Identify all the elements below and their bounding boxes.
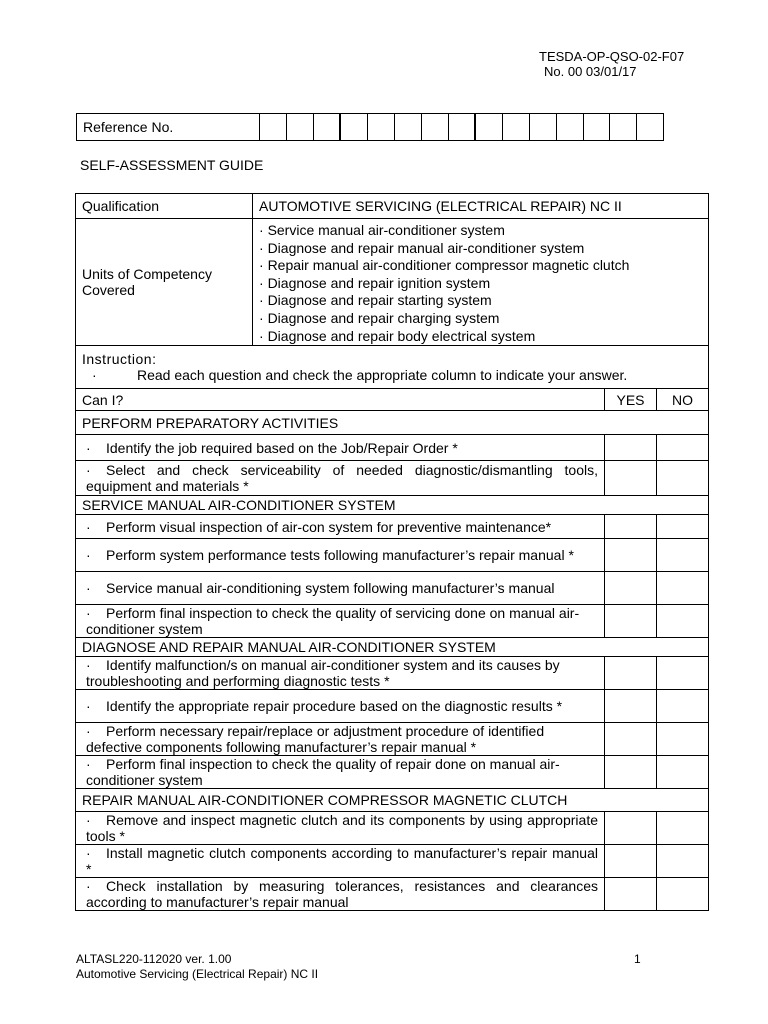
table-row: · Perform visual inspection of air-con system for preventive maintenance* bbox=[76, 515, 709, 539]
table-row: · Identify the job required based on the Job/Repair Order * bbox=[76, 435, 709, 461]
no-checkbox[interactable] bbox=[657, 515, 709, 539]
unit-item: · Diagnose and repair starting system bbox=[259, 292, 702, 310]
reference-box[interactable] bbox=[340, 114, 367, 141]
table-row: · Service manual air-conditioning system following manufacturer’s manual bbox=[76, 572, 709, 605]
yes-checkbox[interactable] bbox=[605, 461, 657, 496]
table-row: · Identify the appropriate repair procedure based on the diagnostic results * bbox=[76, 690, 709, 723]
question-text: Identify the job required based on the Job/Repair Order * bbox=[106, 439, 458, 456]
no-checkbox[interactable] bbox=[657, 572, 709, 605]
yes-checkbox[interactable] bbox=[605, 878, 657, 911]
unit-item: · Diagnose and repair ignition system bbox=[259, 275, 702, 293]
form-code-number: TESDA-OP-QSO-02-F07 bbox=[539, 49, 685, 64]
yes-checkbox[interactable] bbox=[605, 845, 657, 878]
yes-checkbox[interactable] bbox=[605, 756, 657, 789]
self-assessment-table bbox=[75, 193, 709, 911]
no-checkbox[interactable] bbox=[657, 435, 709, 461]
table-row: · Perform necessary repair/replace or adjustment procedure of identified defective components following manufacturer’s repair manual * bbox=[76, 723, 709, 756]
question-text: Service manual air-conditioning system following manufacturer’s manual bbox=[106, 580, 555, 597]
question-text: Select and check serviceability of needed diagnostic/dismantling tools, equipment and materials * bbox=[86, 462, 598, 495]
no-checkbox[interactable] bbox=[657, 539, 709, 572]
table-row: · Perform final inspection to check the quality of repair done on manual air-conditioner system bbox=[76, 756, 709, 789]
form-code bbox=[539, 49, 684, 79]
qualification-value: AUTOMOTIVE SERVICING (ELECTRICAL REPAIR) NC II bbox=[253, 194, 709, 219]
units-label: Units of Competency Covered bbox=[76, 219, 253, 346]
section-header: DIAGNOSE AND REPAIR MANUAL AIR-CONDITIONER SYSTEM bbox=[76, 638, 709, 657]
yes-checkbox[interactable] bbox=[605, 723, 657, 756]
reference-number-table bbox=[76, 113, 664, 141]
footer bbox=[76, 952, 656, 982]
form-revision: No. 00 03/01/17 bbox=[544, 64, 637, 79]
qualification-label: Qualification bbox=[76, 194, 253, 219]
no-checkbox[interactable] bbox=[657, 723, 709, 756]
instruction-text: Read each question and check the appropriate column to indicate your answer. bbox=[137, 367, 628, 384]
section-header: REPAIR MANUAL AIR-CONDITIONER COMPRESSOR MAGNETIC CLUTCH bbox=[76, 789, 709, 812]
reference-box[interactable] bbox=[556, 114, 583, 141]
no-checkbox[interactable] bbox=[657, 690, 709, 723]
yes-checkbox[interactable] bbox=[605, 690, 657, 723]
yes-checkbox[interactable] bbox=[605, 657, 657, 690]
section-header: PERFORM PREPARATORY ACTIVITIES bbox=[76, 411, 709, 435]
reference-box[interactable] bbox=[313, 114, 340, 141]
reference-box[interactable] bbox=[368, 114, 395, 141]
no-header: NO bbox=[657, 389, 709, 411]
question-text: Perform visual inspection of air-con system for preventive maintenance* bbox=[106, 518, 552, 535]
no-checkbox[interactable] bbox=[657, 878, 709, 911]
instruction-row bbox=[76, 346, 709, 389]
units-row bbox=[76, 219, 709, 346]
table-row: · Perform system performance tests following manufacturer’s repair manual * bbox=[76, 539, 709, 572]
reference-box[interactable] bbox=[448, 114, 475, 141]
bullet: · bbox=[92, 367, 97, 384]
yes-checkbox[interactable] bbox=[605, 572, 657, 605]
section-header: SERVICE MANUAL AIR-CONDITIONER SYSTEM bbox=[76, 496, 709, 515]
table-row: · Install magnetic clutch components according to manufacturer’s repair manual * bbox=[76, 845, 709, 878]
yes-header: YES bbox=[605, 389, 657, 411]
table-row: · Check installation by measuring tolerances, resistances and clearances according to manufacturer’s repair manual bbox=[76, 878, 709, 911]
no-checkbox[interactable] bbox=[657, 845, 709, 878]
reference-box[interactable] bbox=[583, 114, 610, 141]
question-text: Identify the appropriate repair procedure based on the diagnostic results * bbox=[106, 698, 563, 715]
unit-item: · Repair manual air-conditioner compressor magnetic clutch bbox=[259, 257, 702, 275]
reference-label: Reference No. bbox=[77, 114, 260, 141]
reference-box[interactable] bbox=[475, 114, 502, 141]
question-text: Perform necessary repair/replace or adjustment procedure of identified defective components following manufacturer’s repair manual * bbox=[86, 723, 545, 756]
no-checkbox[interactable] bbox=[657, 812, 709, 845]
footer-qualification: Automotive Servicing (Electrical Repair) NC II bbox=[76, 967, 319, 981]
yes-checkbox[interactable] bbox=[605, 605, 657, 638]
unit-item: · Service manual air-conditioner system bbox=[259, 222, 702, 240]
footer-code: ALTASL220-112020 ver. 1.00 bbox=[76, 952, 232, 966]
reference-box[interactable] bbox=[610, 114, 637, 141]
instruction-label: Instruction: bbox=[82, 351, 157, 368]
question-text: Perform system performance tests following manufacturer’s repair manual * bbox=[106, 547, 574, 564]
yes-checkbox[interactable] bbox=[605, 435, 657, 461]
no-checkbox[interactable] bbox=[657, 605, 709, 638]
units-list bbox=[259, 222, 702, 345]
question-text: Check installation by measuring tolerances, resistances and clearances according to manufacturer’s repair manual bbox=[86, 878, 598, 911]
guide-title: SELF-ASSESSMENT GUIDE bbox=[80, 157, 264, 173]
reference-box[interactable] bbox=[503, 114, 530, 141]
reference-box[interactable] bbox=[529, 114, 556, 141]
unit-item: · Diagnose and repair body electrical system bbox=[259, 328, 702, 346]
table-row: · Remove and inspect magnetic clutch and its components by using appropriate tools * bbox=[76, 812, 709, 845]
page-number: 1 bbox=[634, 952, 641, 966]
reference-box[interactable] bbox=[421, 114, 448, 141]
table-row: · Perform final inspection to check the quality of servicing done on manual air-conditioner system bbox=[76, 605, 709, 638]
reference-box[interactable] bbox=[286, 114, 313, 141]
yes-checkbox[interactable] bbox=[605, 539, 657, 572]
question-text: Install magnetic clutch components according to manufacturer’s repair manual * bbox=[86, 845, 598, 878]
can-i-header: Can I? bbox=[76, 389, 605, 411]
question-text: Perform final inspection to check the quality of repair done on manual air-conditioner system bbox=[86, 756, 560, 789]
unit-item: · Diagnose and repair manual air-conditioner system bbox=[259, 240, 702, 258]
no-checkbox[interactable] bbox=[657, 657, 709, 690]
reference-box[interactable] bbox=[637, 114, 664, 141]
qualification-row bbox=[76, 194, 709, 219]
table-row: · Select and check serviceability of needed diagnostic/dismantling tools, equipment and materials * bbox=[76, 461, 709, 496]
question-text: Remove and inspect magnetic clutch and its components by using appropriate tools * bbox=[86, 812, 598, 845]
reference-box[interactable] bbox=[394, 114, 421, 141]
table-row: · Identify malfunction/s on manual air-conditioner system and its causes by troubleshooting and performing diagnostic tests * bbox=[76, 657, 709, 690]
no-checkbox[interactable] bbox=[657, 461, 709, 496]
column-header-row bbox=[76, 389, 709, 411]
yes-checkbox[interactable] bbox=[605, 515, 657, 539]
question-text: Perform final inspection to check the quality of servicing done on manual air-conditioner system bbox=[86, 605, 580, 638]
question-text: Identify malfunction/s on manual air-conditioner system and its causes by troubleshooting and performing diagnostic tests * bbox=[86, 657, 560, 690]
unit-item: · Diagnose and repair charging system bbox=[259, 310, 702, 328]
no-checkbox[interactable] bbox=[657, 756, 709, 789]
yes-checkbox[interactable] bbox=[605, 812, 657, 845]
reference-box[interactable] bbox=[260, 114, 287, 141]
